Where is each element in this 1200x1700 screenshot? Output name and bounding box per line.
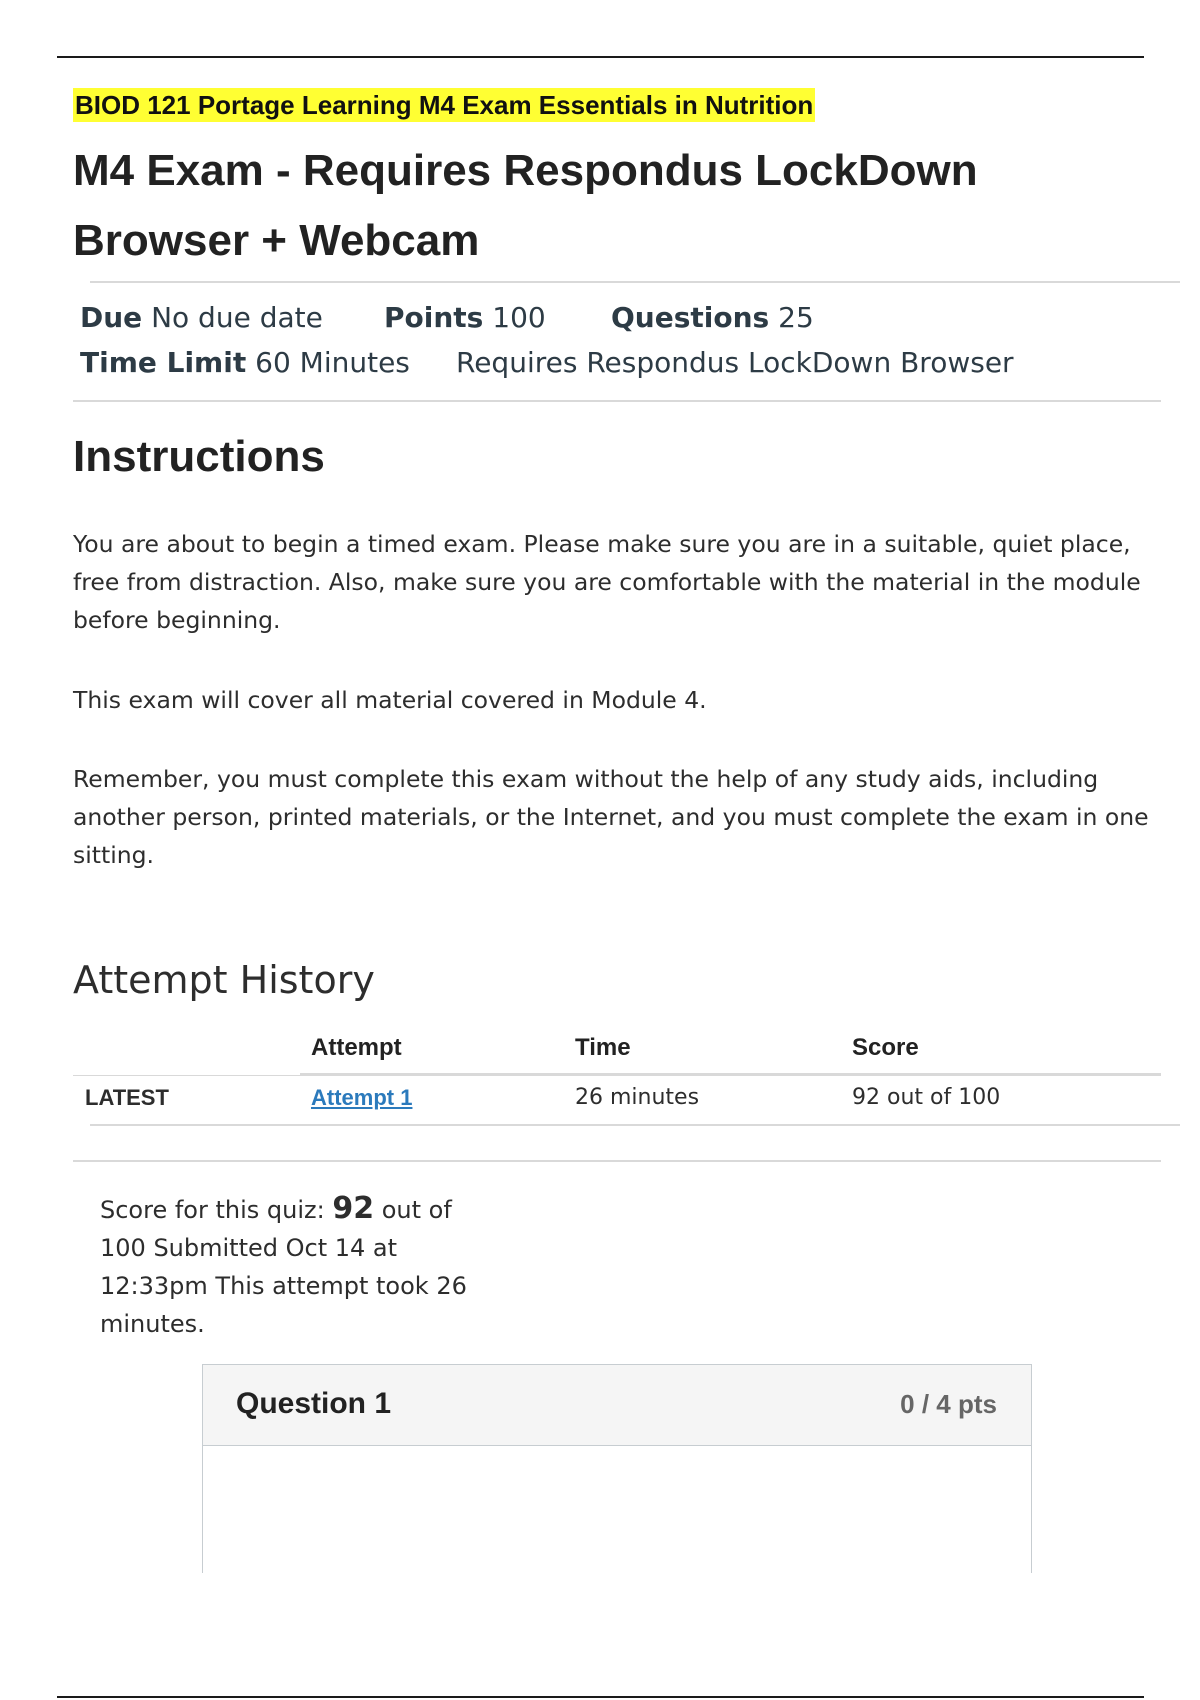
summary-divider — [73, 1160, 1161, 1162]
due-value: No due date — [151, 301, 323, 334]
points-value: 100 — [492, 301, 546, 334]
column-header-time: Time — [575, 1034, 631, 1061]
course-header: BIOD 121 Portage Learning M4 Exam Essentials in Nutrition — [75, 90, 814, 120]
time-limit-value: 60 Minutes — [255, 346, 410, 379]
title-divider — [90, 281, 1180, 283]
instructions-paragraph-2: This exam will cover all material covered in Module 4. — [73, 686, 707, 714]
question-card — [202, 1364, 1032, 1573]
question-points: 0 / 4 pts — [900, 1389, 997, 1419]
points-item — [384, 300, 546, 336]
summary-score: 92 — [332, 1191, 375, 1226]
column-header-score: Score — [852, 1034, 919, 1061]
question-header — [203, 1365, 1031, 1446]
details-divider — [73, 400, 1161, 402]
top-rule — [57, 56, 1144, 58]
lockdown-note: Requires Respondus LockDown Browser — [456, 346, 1014, 379]
summary-details: out of 100 Submitted Oct 14 at 12:33pm This attempt took 26 minutes. — [100, 1196, 467, 1338]
bottom-rule — [57, 1696, 1144, 1698]
instructions-paragraph-3: Remember, you must complete this exam without the help of any study aids, including another person, printed materials, or the Internet, and you must complete the exam in one sitting. — [73, 765, 1149, 869]
table-header-divider-left — [73, 1075, 300, 1076]
summary-prefix: Score for this quiz: — [100, 1196, 325, 1224]
question-title: Question 1 — [236, 1387, 392, 1420]
questions-value: 25 — [778, 301, 814, 334]
page-title: M4 Exam - Requires Respondus LockDown Browser + Webcam — [73, 146, 978, 265]
attempt-1-link[interactable]: Attempt 1 — [311, 1085, 413, 1110]
time-limit-label: Time Limit — [80, 346, 247, 379]
attempt-time: 26 minutes — [575, 1085, 700, 1110]
due-label: Due — [80, 301, 143, 334]
questions-label: Questions — [611, 301, 770, 334]
quiz-details-row-1 — [80, 300, 323, 336]
points-label: Points — [384, 301, 484, 334]
attempt-score: 92 out of 100 — [852, 1085, 1001, 1110]
instructions-paragraph-1: You are about to begin a timed exam. Please make sure you are in a suitable, quiet place, free from distraction. Also, make sure you are comfortable with the material in the module before beginning. — [73, 530, 1141, 634]
column-header-attempt: Attempt — [311, 1034, 402, 1061]
attempt-history-heading: Attempt History — [73, 958, 375, 1002]
table-row-divider — [90, 1124, 1180, 1126]
latest-tag: LATEST — [85, 1085, 169, 1110]
questions-item — [611, 300, 814, 336]
instructions-heading: Instructions — [73, 432, 325, 481]
time-limit-item — [80, 345, 410, 381]
score-summary — [100, 1190, 480, 1343]
table-header-divider — [300, 1073, 1161, 1076]
due-item — [80, 301, 323, 334]
